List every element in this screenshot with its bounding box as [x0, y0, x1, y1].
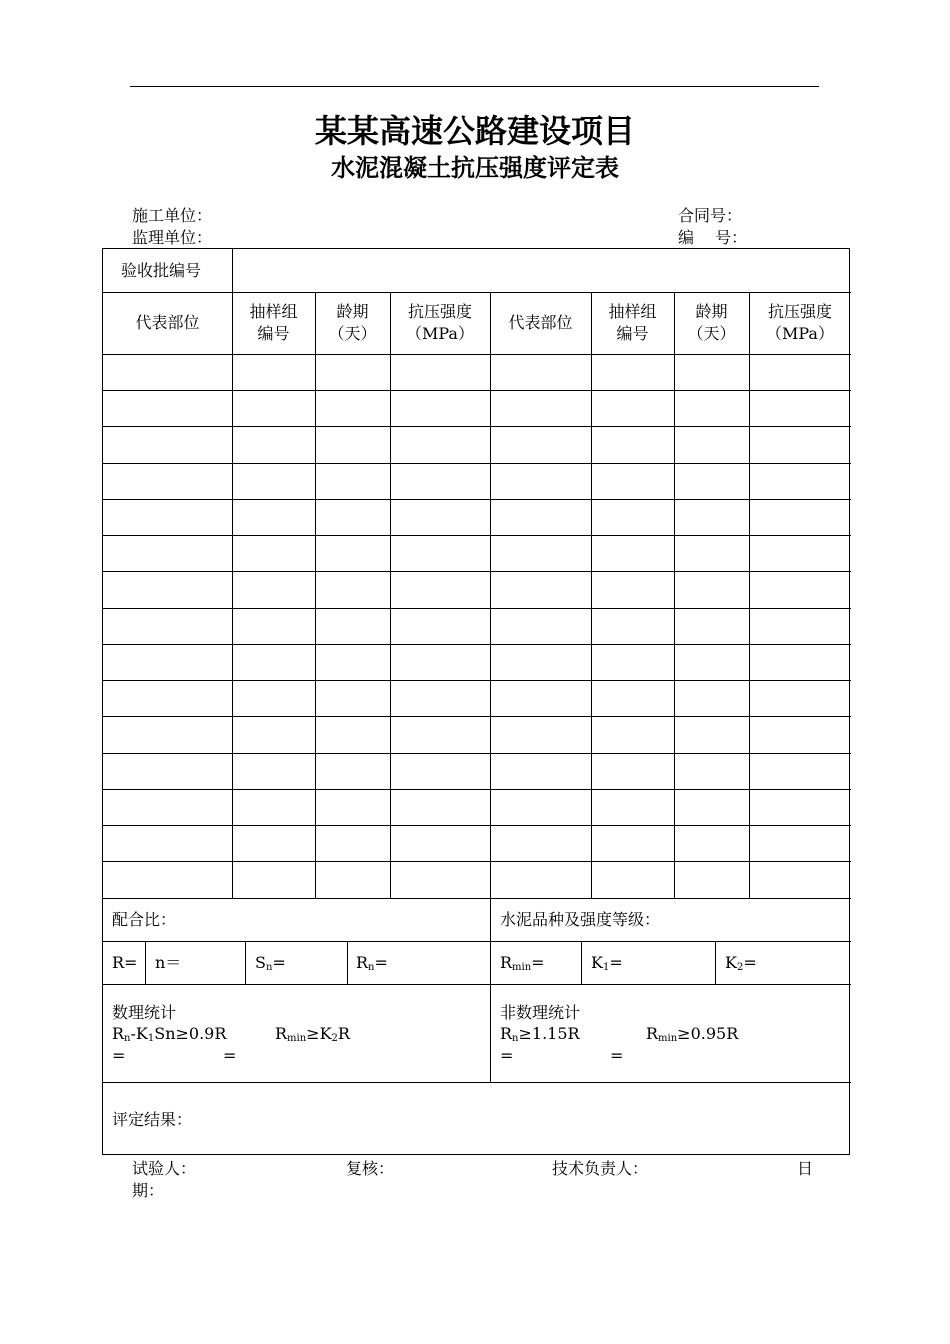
nonmath-f2-b: ≥0.95R	[677, 1024, 739, 1043]
row-divider	[103, 390, 851, 391]
stat-rmin	[500, 952, 545, 974]
row-divider	[103, 499, 851, 500]
row-divider	[103, 941, 851, 942]
stat-rn-base: R	[356, 953, 369, 972]
tester-label: 试验人：	[132, 1159, 197, 1178]
column-divider	[245, 941, 246, 984]
math-f2-c: R	[337, 1024, 350, 1043]
stat-n	[155, 952, 181, 974]
row-divider	[103, 825, 851, 826]
header-age-line2: （天）	[328, 324, 377, 343]
header-strength-line2: （MPa）	[766, 324, 834, 343]
header-strength-line1: 抗压强度	[407, 302, 472, 321]
nonmath-eq-1: =	[500, 1046, 514, 1065]
row-divider	[103, 753, 851, 754]
header-sample-line1: 抽样组	[608, 302, 657, 321]
header-age-line1: 龄期	[336, 302, 369, 321]
column-divider	[232, 292, 233, 898]
date-label-part2: 期：	[132, 1181, 165, 1200]
header-sample-line2: 编号	[616, 324, 649, 343]
row-divider	[103, 608, 851, 609]
nonmath-f1-a: R	[500, 1024, 513, 1043]
row-divider	[103, 354, 851, 355]
math-formula-2	[275, 1023, 350, 1045]
stat-k1	[591, 952, 623, 974]
column-divider	[581, 941, 582, 984]
math-f2-a: R	[275, 1024, 288, 1043]
contract-no-label: 合同号：	[678, 206, 743, 225]
stat-sn	[255, 952, 286, 974]
header-age-line2: （天）	[687, 324, 736, 343]
row-divider	[103, 535, 851, 536]
column-divider	[145, 941, 146, 984]
header-rule	[130, 86, 819, 87]
header-strength-line1: 抗压强度	[767, 302, 832, 321]
stat-k2-base: K	[725, 953, 737, 972]
stat-sn-base: S	[255, 953, 266, 972]
cement-grade-label: 水泥品种及强度等级：	[500, 910, 661, 929]
stat-r	[112, 952, 137, 974]
stat-k1-sub: 1	[602, 962, 610, 973]
math-f2-a-sub: min	[287, 1033, 307, 1044]
math-eq-2: =	[223, 1046, 237, 1065]
stat-k2-eq: =	[743, 953, 757, 972]
batch-number-label: 验收批编号	[121, 261, 202, 280]
supervision-unit-label: 监理单位：	[132, 228, 213, 247]
math-f2-b-sub: 2	[331, 1033, 338, 1044]
nonmath-eq-2: =	[610, 1046, 624, 1065]
serial-no-label: 编 号：	[678, 228, 748, 247]
reviewer-label: 复核：	[346, 1159, 395, 1178]
row-divider	[103, 898, 851, 899]
nonmath-stats-label: 非数理统计	[500, 1003, 581, 1022]
math-f1-b-sub: 1	[147, 1033, 155, 1044]
math-stats-label: 数理统计	[112, 1003, 177, 1022]
math-f1-a-sub: n	[124, 1033, 131, 1044]
stat-r-text: R=	[112, 953, 138, 972]
row-divider	[103, 861, 851, 862]
row-divider	[103, 1082, 851, 1083]
stat-rn	[356, 952, 388, 974]
mix-ratio-label: 配合比：	[112, 910, 177, 929]
stat-rmin-sub: min	[512, 962, 532, 973]
math-f2-b: ≥K	[306, 1024, 332, 1043]
column-divider	[490, 292, 491, 898]
document-subtitle: 水泥混凝土抗压强度评定表	[331, 153, 619, 182]
row-divider	[103, 680, 851, 681]
row-divider	[103, 984, 851, 985]
stat-sn-eq: =	[272, 953, 286, 972]
header-sample-line2: 编号	[257, 324, 290, 343]
stat-rn-sub: n	[368, 962, 375, 973]
stat-rmin-eq: =	[531, 953, 545, 972]
row-divider	[103, 716, 851, 717]
header-age-line1: 龄期	[695, 302, 728, 321]
tech-lead-label: 技术负责人：	[552, 1159, 649, 1178]
evaluation-table	[102, 248, 850, 1155]
stat-k2-sub: 2	[736, 962, 744, 973]
document-title: 某某高速公路建设项目	[314, 112, 635, 150]
column-divider	[749, 292, 750, 898]
row-divider	[103, 463, 851, 464]
nonmath-formula-2	[646, 1023, 738, 1045]
stat-k1-eq: =	[609, 953, 623, 972]
date-label-part1: 日	[797, 1159, 814, 1178]
column-divider	[490, 898, 491, 1082]
row-divider	[103, 571, 851, 572]
column-divider	[315, 292, 316, 898]
row-divider	[103, 292, 851, 293]
header-location: 代表部位	[508, 313, 573, 332]
nonmath-f2-a-sub: min	[658, 1033, 678, 1044]
nonmath-f2-a: R	[646, 1024, 659, 1043]
header-strength-line2: （MPa）	[406, 324, 474, 343]
nonmath-formula-1	[500, 1023, 580, 1045]
column-divider	[232, 249, 233, 292]
math-f1-c: Sn≥0.9R	[154, 1024, 227, 1043]
math-eq-1: =	[112, 1046, 126, 1065]
stat-n-text: n＝	[155, 953, 182, 972]
stat-sn-sub: n	[265, 962, 273, 973]
stat-rn-eq: =	[374, 953, 388, 972]
nonmath-f1-a-sub: n	[512, 1033, 519, 1044]
row-divider	[103, 426, 851, 427]
column-divider	[674, 292, 675, 898]
nonmath-f1-b: ≥1.15R	[518, 1024, 580, 1043]
header-sample-line1: 抽样组	[249, 302, 298, 321]
column-divider	[591, 292, 592, 898]
stat-k1-base: K	[591, 953, 603, 972]
stat-rmin-base: R	[500, 953, 513, 972]
row-divider	[103, 789, 851, 790]
row-divider	[103, 644, 851, 645]
math-f1-b: -K	[130, 1024, 148, 1043]
header-location: 代表部位	[135, 313, 200, 332]
evaluation-result-label: 评定结果：	[112, 1110, 193, 1129]
math-formula-1	[112, 1023, 226, 1045]
stat-k2	[725, 952, 757, 974]
construction-unit-label: 施工单位：	[132, 206, 213, 225]
column-divider	[347, 941, 348, 984]
math-f1-a: R	[112, 1024, 125, 1043]
column-divider	[390, 292, 391, 898]
column-divider	[715, 941, 716, 984]
